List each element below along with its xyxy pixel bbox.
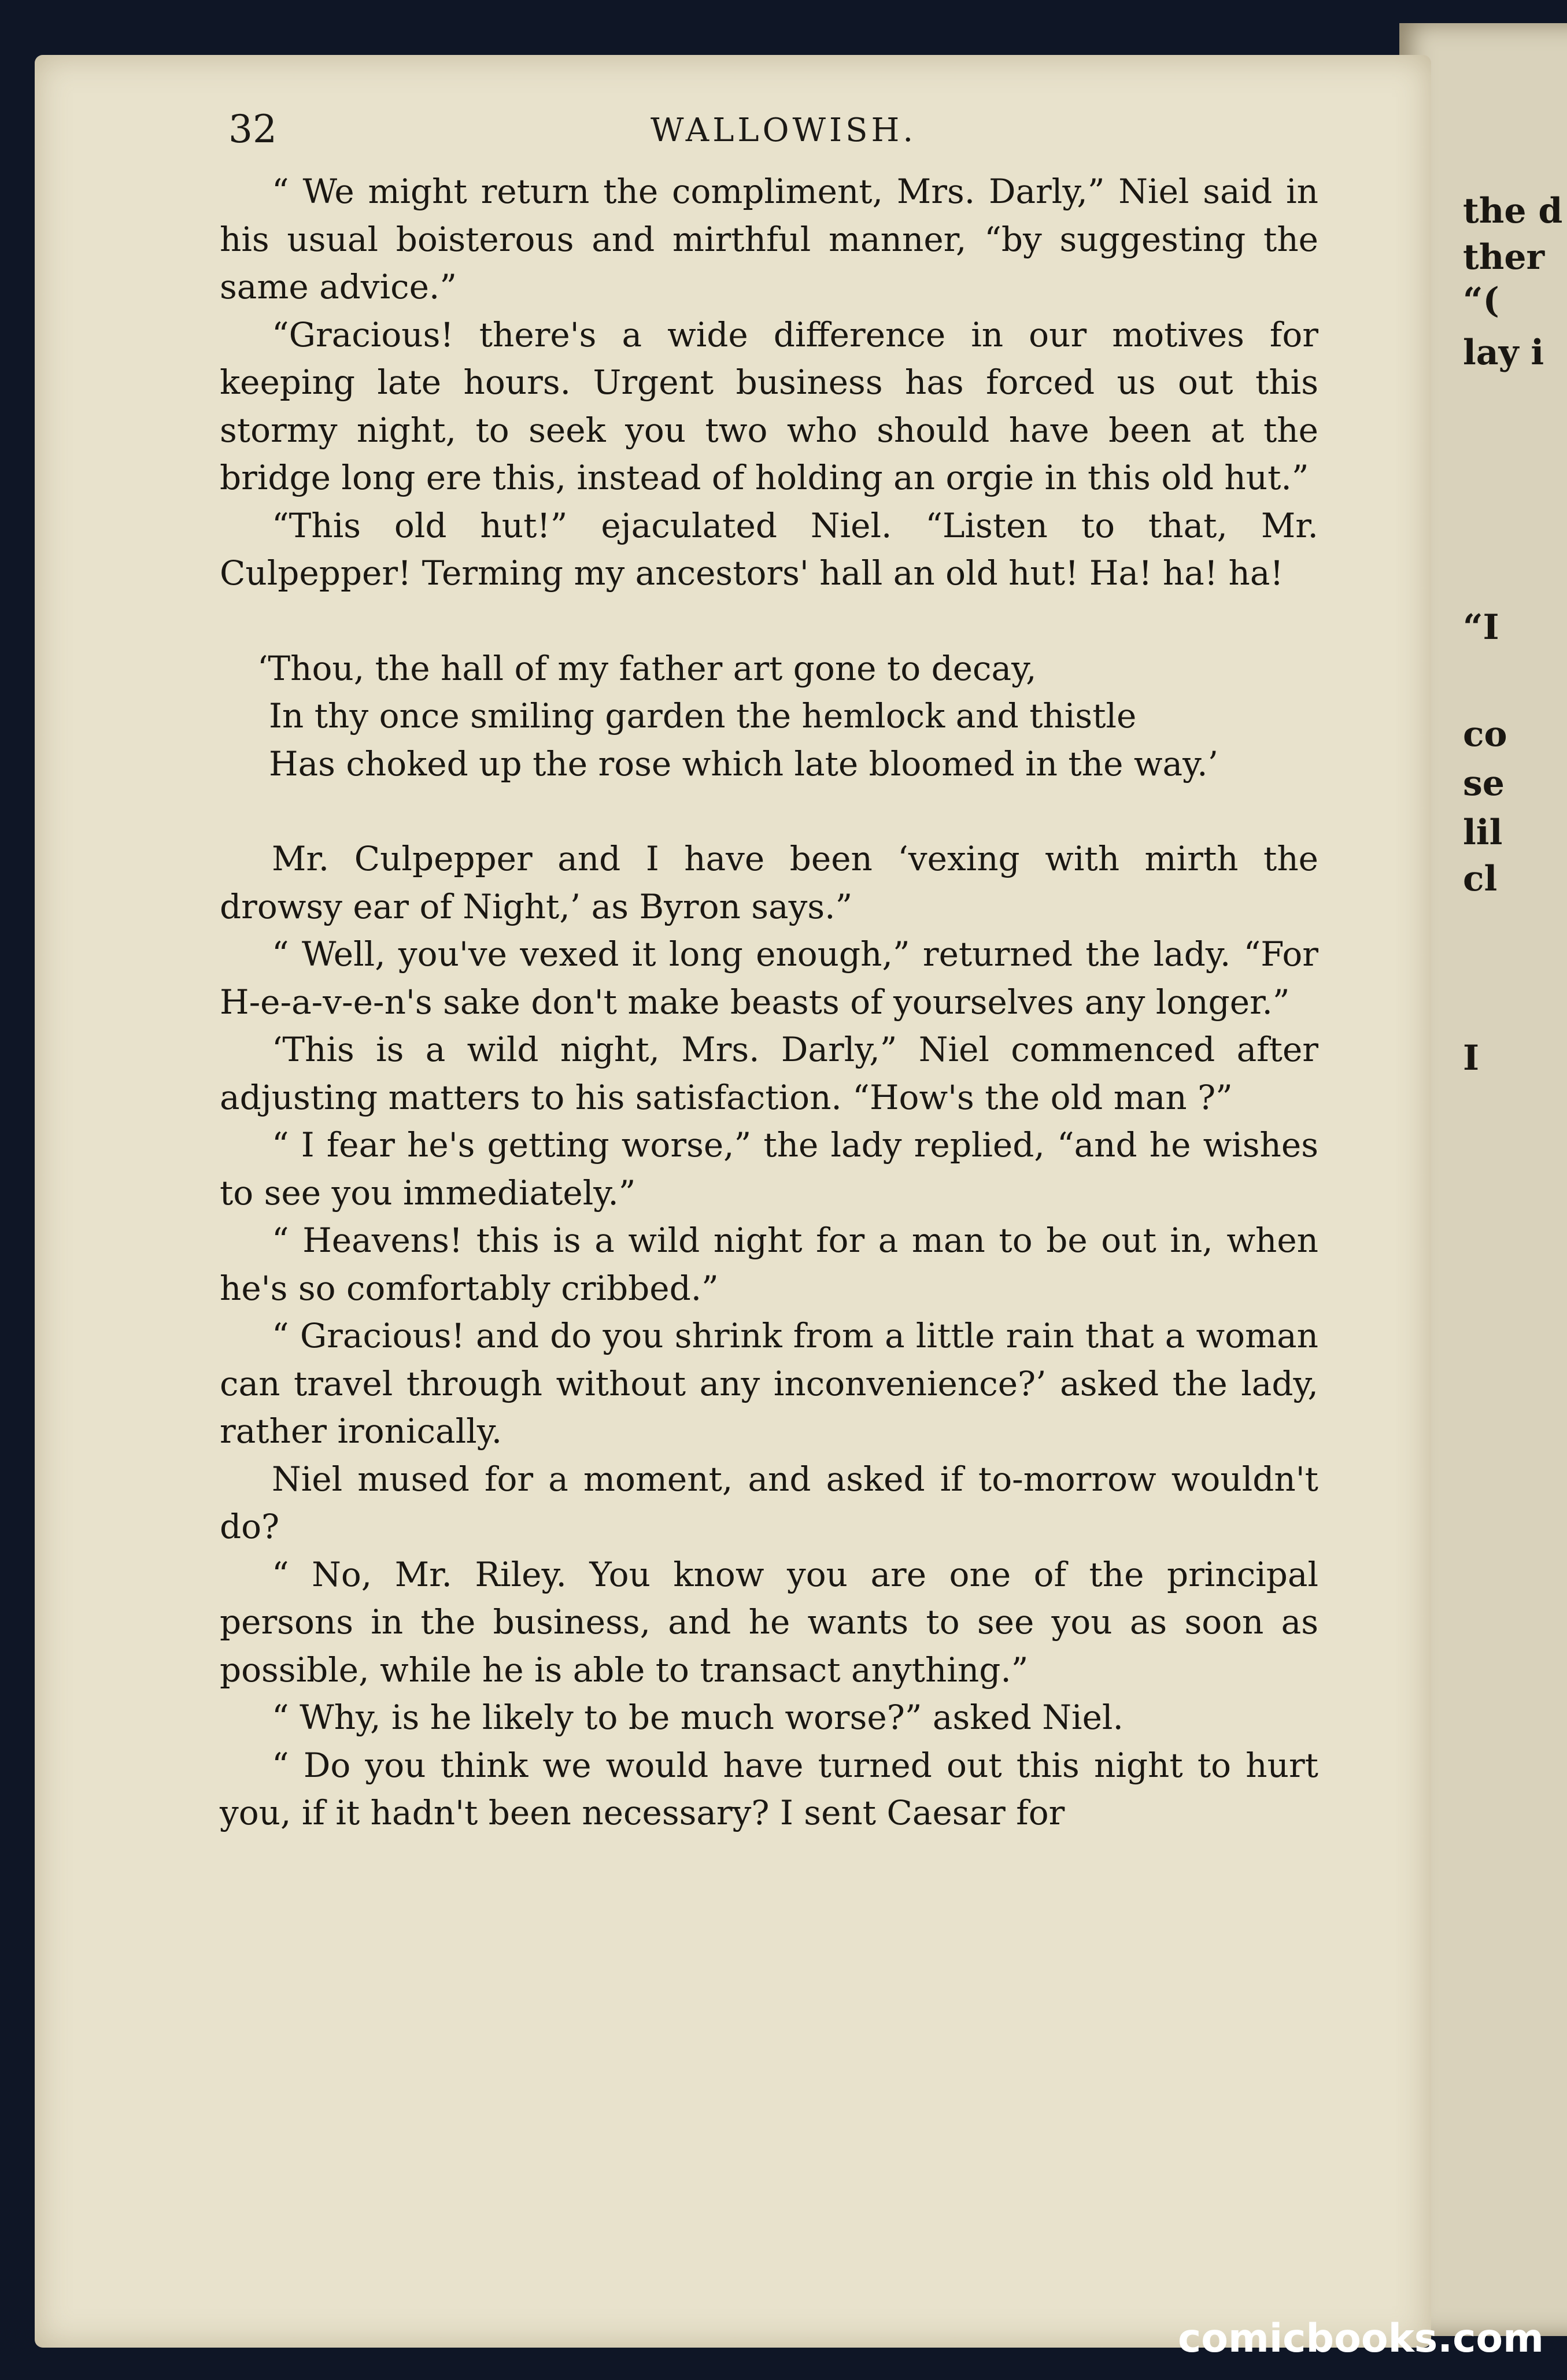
facing-page-fragment: the d: [1463, 191, 1563, 231]
paragraph: “ Do you think we would have turned out this night to hurt you, if it hadn't been necessary? I sent Caesar for: [220, 1745, 1318, 1832]
facing-page-fragment: co: [1463, 714, 1507, 755]
page-header: [228, 107, 1327, 153]
paragraph: “ We might return the compliment, Mrs. Darly,” Niel said in his usual boisterous and mirthful manner, “by suggesting the same advice.”: [220, 172, 1318, 306]
verse-quotation: [220, 645, 1318, 788]
facing-page-fragment: ther: [1463, 237, 1545, 278]
facing-page-fragment: se: [1463, 763, 1505, 804]
running-head: WALLOWISH.: [651, 112, 917, 149]
paragraph: “ Gracious! and do you shrink from a little rain that a woman can travel through without any inconvenience?’ asked the lady, rather ironically.: [220, 1316, 1318, 1451]
facing-page-fragment: “(: [1463, 280, 1499, 321]
facing-page-fragment: I: [1463, 1038, 1480, 1078]
paragraph: “ Well, you've vexed it long enough,” returned the lady. “For H-e-a-v-e-n's sake don't make beasts of yourselves any longer.”: [220, 934, 1318, 1022]
paragraph: Mr. Culpepper and I have been ‘vexing with mirth the drowsy ear of Night,’ as Byron says.”: [220, 839, 1318, 926]
verse-line: Has choked up the rose which late bloomed in the way.’: [269, 744, 1219, 784]
verse-line: In thy once smiling garden the hemlock and thistle: [269, 696, 1137, 736]
paragraph: “Gracious! there's a wide difference in our motives for keeping late hours. Urgent business has forced us out this stormy night, to seek you two who should have been at the bridge long ere this, instead of holding an orgie in this old hut.”: [220, 315, 1318, 497]
verse-line: ‘Thou, the hall of my father art gone to decay,: [257, 648, 1037, 688]
paragraph: “This old hut!” ejaculated Niel. “Listen to that, Mr. Culpepper! Terming my ancestors' hall an old hut! Ha! ha! ha!: [220, 505, 1318, 593]
paragraph: “ Why, is he likely to be much worse?” asked Niel.: [272, 1698, 1123, 1737]
paragraph: “ No, Mr. Riley. You know you are one of the principal persons in the business, and he wants to see you as soon as possible, while he is able to transact anything.”: [220, 1554, 1318, 1690]
facing-page-fragment: lay i: [1463, 332, 1544, 373]
facing-page-fragment: lil: [1463, 812, 1503, 853]
paragraph: ‘This is a wild night, Mrs. Darly,” Niel commenced after adjusting matters to his satisfaction. “How's the old man ?”: [220, 1030, 1318, 1117]
page-body: [220, 168, 1318, 1837]
watermark: comicbooks.com: [1177, 2316, 1544, 2361]
paragraph: “ I fear he's getting worse,” the lady replied, “and he wishes to see you immediately.”: [220, 1125, 1318, 1213]
page-number: 32: [228, 107, 277, 151]
facing-page-fragment: cl: [1463, 859, 1498, 899]
paragraph: Niel mused for a moment, and asked if to-morrow wouldn't do?: [220, 1459, 1318, 1546]
facing-page-fragment: “I: [1463, 607, 1499, 648]
paragraph: “ Heavens! this is a wild night for a man to be out in, when he's so comfortably cribbed.”: [220, 1221, 1318, 1308]
